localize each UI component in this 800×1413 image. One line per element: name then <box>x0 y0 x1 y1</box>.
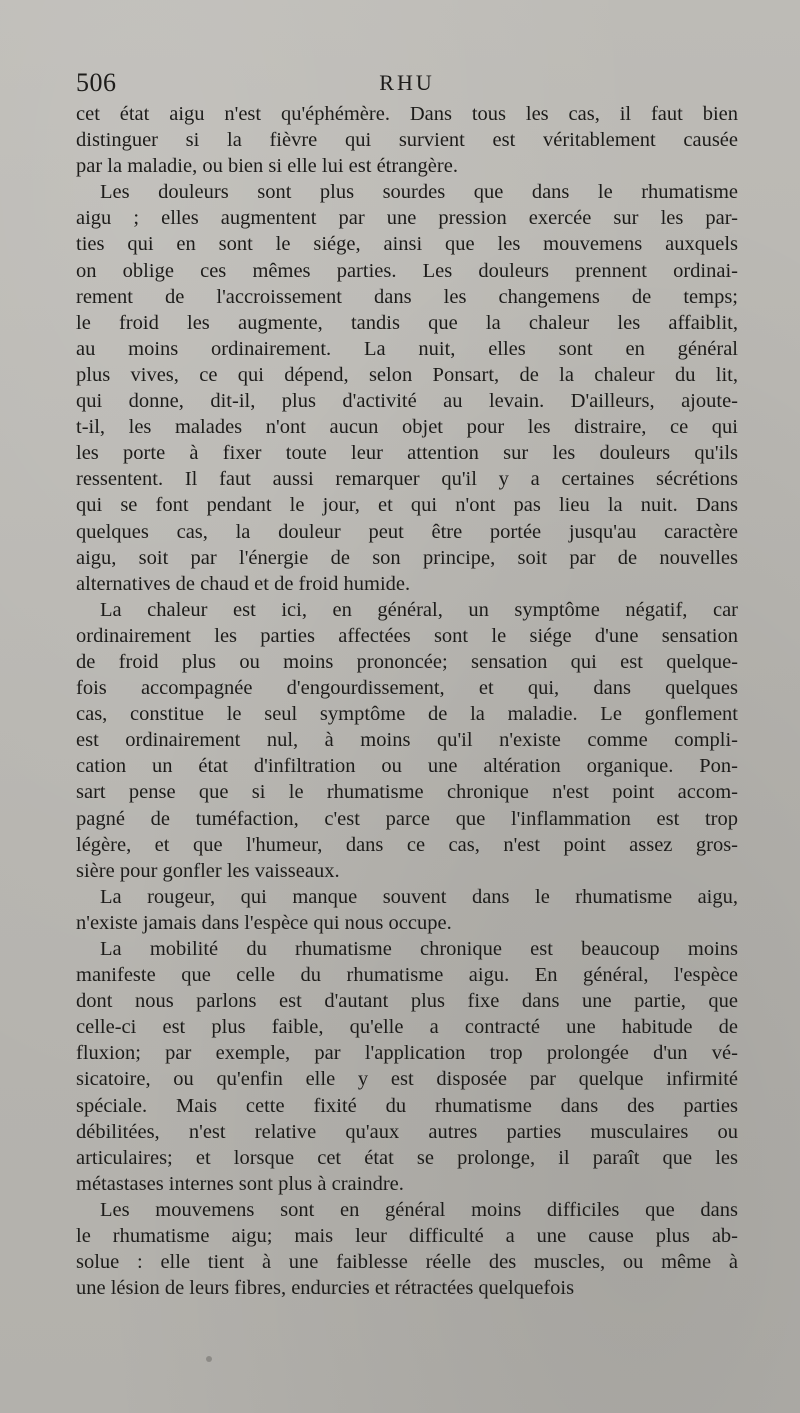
text-line: ties qui en sont le siége, ainsi que les mouvemens auxquels <box>76 233 738 256</box>
text-line: une lésion de leurs fibres, endurcies et rétractées quelquefois <box>76 1277 575 1300</box>
paragraph <box>76 179 738 597</box>
text-line: pagné de tuméfaction, c'est parce que l'inflammation est trop <box>76 807 738 830</box>
paragraph <box>76 884 738 936</box>
text-line: ordinairement les parties affectées sont le siége d'une sensation <box>76 624 738 647</box>
text-line: articulaires; et lorsque cet état se prolonge, il paraît que les <box>76 1146 738 1169</box>
text-line: sicatoire, ou qu'enfin elle y est disposée par quelque infirmité <box>76 1068 738 1091</box>
text-line: Les mouvemens sont en général moins difficiles que dans <box>100 1198 738 1221</box>
text-line: au moins ordinairement. La nuit, elles sont en général <box>76 337 738 360</box>
paragraph <box>76 597 738 884</box>
text-line: sière pour gonfler les vaisseaux. <box>76 859 340 882</box>
text-line: aigu, soit par l'énergie de son principe, soit par de nouvelles <box>76 546 738 569</box>
text-line: t-il, les malades n'ont aucun objet pour les distraire, ce qui <box>76 416 738 439</box>
text-line: spéciale. Mais cette fixité du rhumatisme dans des parties <box>76 1094 738 1117</box>
paragraph <box>76 101 738 179</box>
paragraph <box>76 936 738 1197</box>
text-line: sart pense que si le rhumatisme chronique n'est point accom- <box>76 781 738 804</box>
text-line: par la maladie, ou bien si elle lui est étrangère. <box>76 155 458 178</box>
body-text <box>76 101 738 1301</box>
text-line: cet état aigu n'est qu'éphémère. Dans tous les cas, il faut bien <box>76 103 738 125</box>
paragraph <box>76 1197 738 1301</box>
text-line: est ordinairement nul, à moins qu'il n'existe comme compli- <box>76 729 738 752</box>
text-line: n'existe jamais dans l'espèce qui nous occupe. <box>76 911 452 934</box>
text-line: ressentent. Il faut aussi remarquer qu'il y a certaines sécrétions <box>76 468 738 491</box>
text-line: qui se font pendant le jour, et qui n'ont pas lieu la nuit. Dans <box>76 494 738 517</box>
text-line: plus vives, ce qui dépend, selon Ponsart, de la chaleur du lit, <box>76 363 738 386</box>
text-line: alternatives de chaud et de froid humide. <box>76 572 411 595</box>
text-line: dont nous parlons est d'autant plus fixe dans une partie, que <box>76 990 738 1013</box>
text-line: métastases internes sont plus à craindre. <box>76 1172 404 1195</box>
text-line: La rougeur, qui manque souvent dans le rhumatisme aigu, <box>100 885 738 908</box>
page-number: 506 <box>76 68 117 97</box>
text-line: le rhumatisme aigu; mais leur difficulté a une cause plus ab- <box>76 1225 738 1248</box>
text-line: fluxion; par exemple, par l'application trop prolongée d'un vé- <box>76 1042 738 1065</box>
text-line: Les douleurs sont plus sourdes que dans le rhumatisme <box>100 181 738 204</box>
text-line: La mobilité du rhumatisme chronique est beaucoup moins <box>100 938 738 960</box>
text-line: le froid les augmente, tandis que la chaleur les affaiblit, <box>76 311 738 334</box>
text-line: distinguer si la fièvre qui survient est véritablement causée <box>76 129 738 152</box>
text-line: cation un état d'infiltration ou une altération organique. Pon- <box>76 755 738 778</box>
text-line: cas, constitue le seul symptôme de la maladie. Le gonflement <box>76 703 738 726</box>
text-line: rement de l'accroissement dans les changemens de temps; <box>76 285 738 308</box>
text-line: quelques cas, la douleur peut être portée jusqu'au caractère <box>76 520 738 543</box>
text-line: celle-ci est plus faible, qu'elle a contracté une habitude de <box>76 1016 738 1039</box>
text-line: La chaleur est ici, en général, un symptôme négatif, car <box>100 598 738 621</box>
text-line: fois accompagnée d'engourdissement, et qui, dans quelques <box>76 677 738 700</box>
text-line: les porte à fixer toute leur attention sur les douleurs qu'ils <box>76 442 738 465</box>
page-header <box>76 68 738 102</box>
text-line: on oblige ces mêmes parties. Les douleurs prennent ordinai- <box>76 259 738 282</box>
text-line: qui donne, dit-il, plus d'activité au levain. D'ailleurs, ajoute- <box>76 390 738 413</box>
text-line: débilitées, n'est relative qu'aux autres parties musculaires ou <box>76 1120 738 1143</box>
text-line: de froid plus ou moins prononcée; sensation qui est quelque- <box>76 650 738 673</box>
running-head: RHU <box>379 70 435 95</box>
text-line: aigu ; elles augmentent par une pression exercée sur les par- <box>76 207 738 230</box>
text-line: légère, et que l'humeur, dans ce cas, n'est point assez gros- <box>76 833 738 856</box>
paper-speck <box>206 1356 212 1362</box>
text-line: manifeste que celle du rhumatisme aigu. En général, l'espèce <box>76 964 738 987</box>
text-line: solue : elle tient à une faiblesse réelle des muscles, ou même à <box>76 1251 738 1274</box>
